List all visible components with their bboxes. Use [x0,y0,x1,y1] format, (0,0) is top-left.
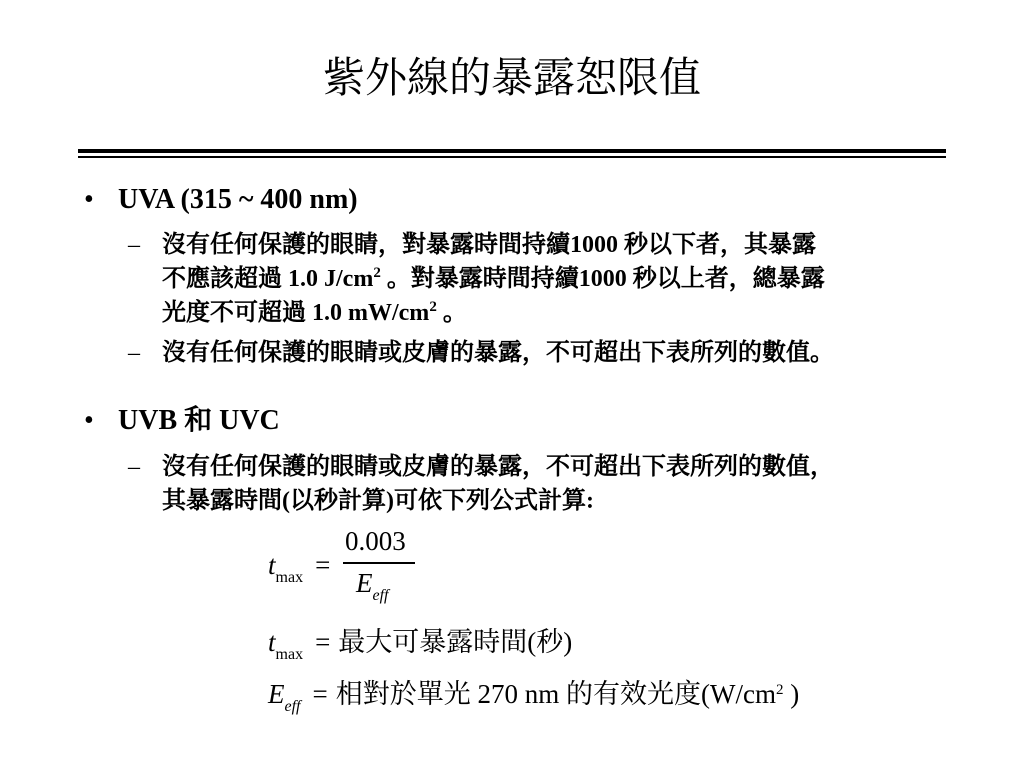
uvb-item-1-line-2: 其暴露時間(以秒計算)可依下列公式計算: [162,488,594,514]
title-rule-thin [78,156,946,158]
def-E-equals: = [312,679,328,709]
formula-E-symbol: E [356,568,373,598]
formula-eeff-def [268,672,800,715]
slide-title: 紫外線的暴露恕限值 [322,56,701,102]
formula-denominator [356,568,389,604]
dash-marker: – [128,232,140,258]
bullet-uvb-uvc [84,404,280,438]
bullet-uva [84,183,358,217]
def-t-sub: max [275,646,304,663]
bullet-uva-heading: UVA (315 ~ 400 nm) [118,184,358,215]
def-t-symbol: t [268,627,276,657]
uva-item-1-line-2a: 不應該超過 1.0 J/cm [162,266,374,292]
uva-item-1-line-2b: 。對暴露時間持續1000 秒以上者，總暴露 [380,266,825,292]
formula-t-sub: max [275,569,304,586]
uva-item-1 [128,228,962,330]
bullet-dot: • [84,184,94,215]
uvb-item-1-line-1: 沒有任何保護的眼睛或皮膚的暴露，不可超出下表所列的數值， [162,454,834,480]
formula-tmax-lhs [268,550,338,586]
uva-item-1-sup-1: 2 [373,265,381,281]
dash-marker: – [128,454,140,480]
def-E-text-a: 相對於單光 270 nm 的有效光度(W/cm [335,679,776,709]
formula-equals: = [315,550,331,580]
formula-numerator: 0.003 [345,526,406,556]
uva-item-1-line-3b: 。 [436,300,467,326]
uva-item-1-line-3 [162,296,962,330]
uva-item-2 [128,336,962,370]
def-E-sub: eff [284,698,301,715]
dash-marker: – [128,340,140,366]
uva-item-1-sup-2: 2 [429,299,437,315]
formula-t-symbol: t [268,550,276,580]
def-E-sup: 2 [775,682,784,698]
title-rule-thick [78,149,946,153]
def-E-symbol: E [268,679,285,709]
bullet-dot: • [84,405,94,436]
uva-item-1-line-1: 沒有任何保護的眼睛，對暴露時間持續1000 秒以下者，其暴露 [162,232,816,258]
def-E-text-b: ) [783,679,800,709]
uva-item-2-line-1: 沒有任何保護的眼睛或皮膚的暴露，不可超出下表所列的數值。 [162,340,834,366]
formula-E-sub: eff [372,587,389,604]
bullet-uvb-uvc-heading: UVB 和 UVC [118,405,280,436]
fraction-bar [343,562,415,564]
def-t-equals: = [315,627,331,657]
uva-item-1-line-3a: 光度不可超過 1.0 mW/cm [162,300,430,326]
uvb-item-1 [128,450,962,518]
formula-tmax-def [268,620,573,663]
def-t-text: 最大可暴露時間(秒) [338,627,573,657]
uva-item-1-line-2 [162,262,962,296]
